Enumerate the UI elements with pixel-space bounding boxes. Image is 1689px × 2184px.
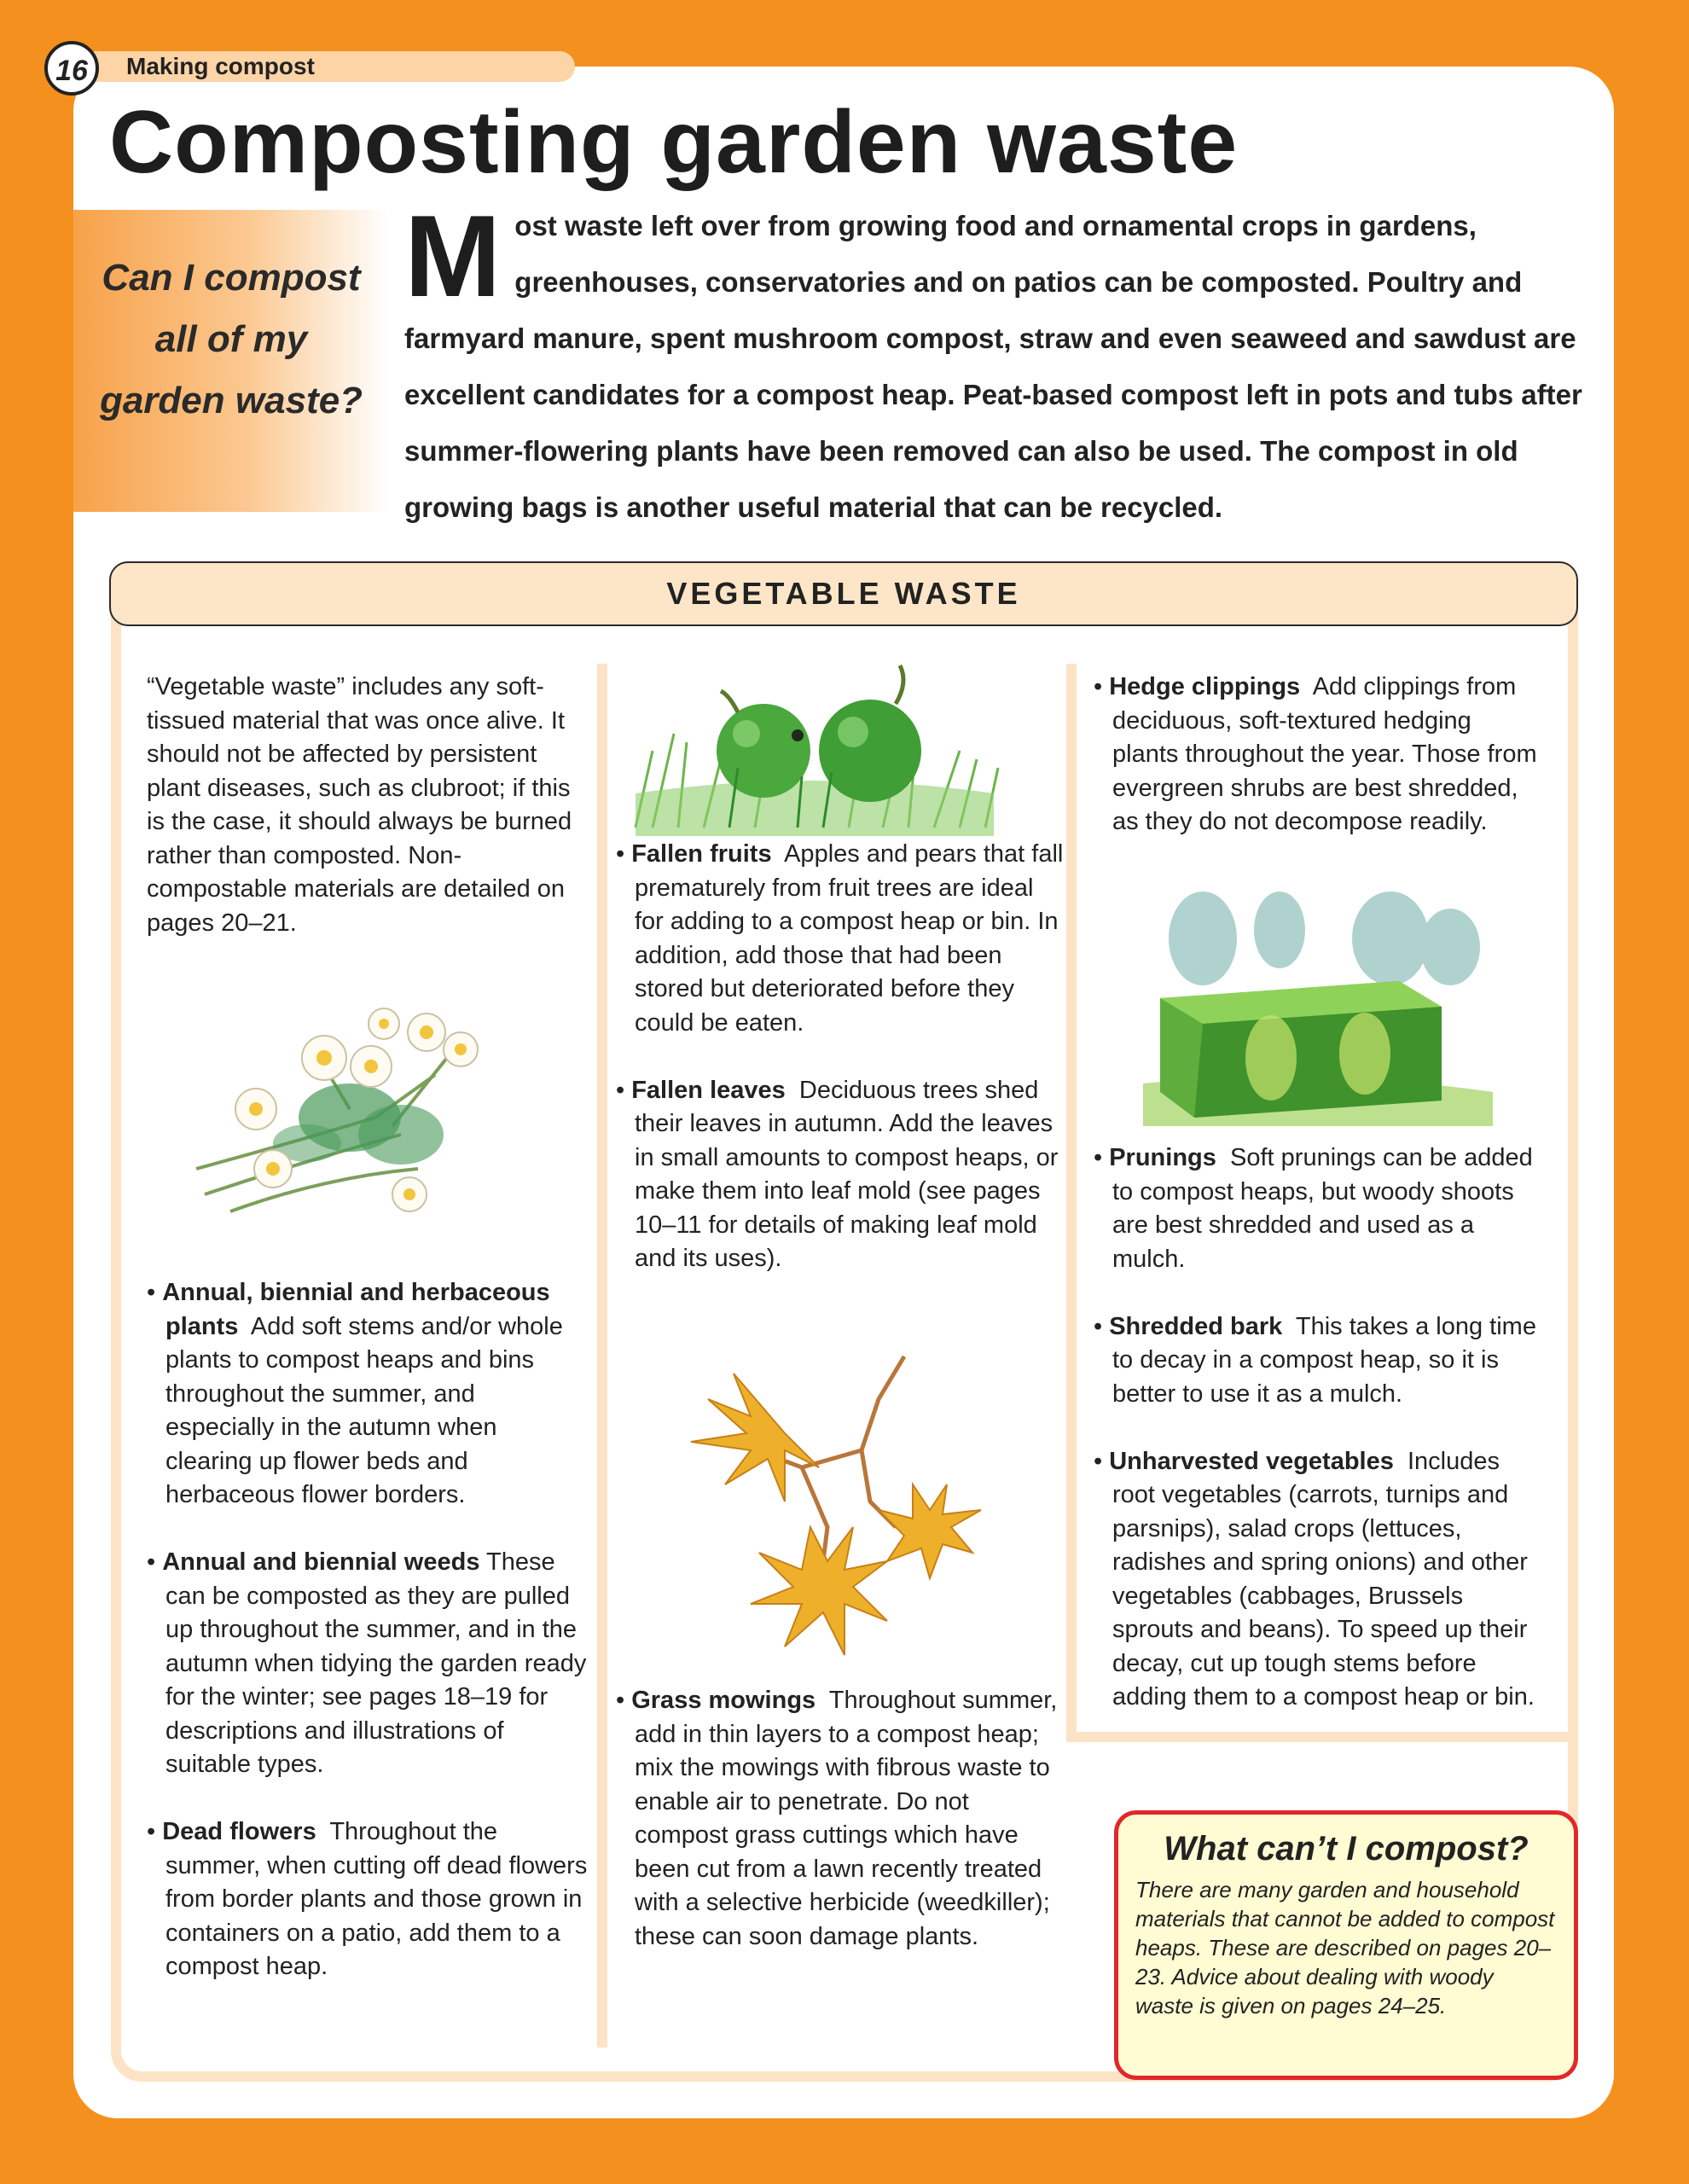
item-text: Deciduous trees shed their leaves in autumn. Add the leaves in small amounts to compost heaps, or make them into leaf mold (see pages 10–11 for details of making leaf mold and its uses). [635,1076,1059,1272]
item-text: Add soft stems and/or whole plants to compost heaps and bins throughout the summer, and especially in the autumn when clearing up flower beds and herbaceous flower borders. [165,1312,563,1508]
list-item: • Dead flowers Throughout the summer, when cutting off dead flowers from border plants and those grown in containers on a patio, add them to a compost heap. [147,1818,588,1980]
item-term: Dead flowers [162,1818,316,1845]
question-panel [73,210,389,512]
list-item: • Grass mowings Throughout summer, add in thin layers to a compost heap; mix the mowings with fibrous waste to enable air to penetrate. Do not compost grass cuttings which have been cut from a lawn recently treated with a selective herbicide (weedkiller); these can soon damage plants. [616,1687,1058,1950]
flowers-illustration [179,973,537,1254]
list-item: • Annual, biennial and herbaceous plants Add soft stems and/or whole plants to compost heaps and bins throughout the summer, and especially in the autumn when clearing up flower beds and herbaceous flower borders. [147,1279,563,1508]
column-1 [147,671,590,940]
list-item: • Fallen leaves Deciduous trees shed their leaves in autumn. Add the leaves in small amounts to compost heaps, or make them into leaf mold (see pages 10–11 for details of making leaf mold and its uses). [616,1076,1059,1272]
item-term: Fallen fruits [631,840,772,868]
item-text: Includes root vegetables (carrots, turnips and parsnips), salad crops (lettuces, radishes and spring onions) and other vegetables (cabbages, Brussels sprouts and beans). To speed up their decay, cut up tough stems before adding them to a compost heap or bin. [1112,1447,1535,1711]
fallen-leaves-illustration [657,1322,1024,1664]
list-item: • Hedge clippings Add clippings from deciduous, soft-textured hedging plants throughout the year. Those from evergreen shrubs are best shredded, as they do not decompose readily. [1094,673,1537,835]
item-text: Soft prunings can be added to compost heaps, but woody shoots are best shredded and used as a mulch. [1112,1144,1533,1273]
cant-compost-title: What can’t I compost? [1164,1830,1529,1867]
column-divider-2 [1066,664,1077,1740]
column-2-items-top [616,838,1064,1310]
list-item: • Annual and biennial weeds These can be composted as they are pulled up throughout the summer, and in the autumn when tidying the garden ready for the winter; see pages 18–19 for descriptions and illustrations of suitable types. [147,1548,587,1778]
column-3-items-top [1094,671,1537,873]
item-term: Fallen leaves [631,1076,786,1104]
list-item: • Fallen fruits Apples and pears that fall prematurely from fruit trees are ideal for adding to a compost heap or bin. In addition, add those that had been stored but deteriorated before they could be eaten. [616,840,1064,1037]
item-term: Hedge clippings [1109,673,1301,700]
item-term: Unharvested vegetables [1109,1447,1394,1475]
list-item: • Unharvested vegetables Includes root vegetables (carrots, turnips and parsnips), salad crops (lettuces, radishes and spring onions) and other vegetables (cabbages, Brussels sprouts and beans). To speed up their decay, cut up tough stems before adding them to a compost heap or bin. [1094,1447,1535,1711]
cant-compost-box [1114,1810,1578,2080]
item-term: Annual, biennial and herbaceous plants [162,1279,550,1340]
fallen-fruits-illustration [627,657,1002,836]
item-term: Annual and biennial weeds [162,1548,480,1576]
vegetable-waste-heading: VEGETABLE WASTE [109,561,1578,626]
section-tab: Making compost [82,51,575,82]
item-text: Add clippings from deciduous, soft-textured hedging plants throughout the year. Those from evergreen shrubs are best shredded, as they do not decompose readily. [1112,673,1537,835]
item-text: This takes a long time to decay in a compost heap, so it is better to use it as a mulch. [1112,1312,1536,1408]
column-divider-1 [597,664,607,2048]
question-text: Can I compost all of my garden waste? [99,257,363,421]
item-text: Apples and pears that fall prematurely from fruit trees are ideal for adding to a compost heap or bin. In addition, add those that had been stored but deteriorated before they could be eaten. [635,840,1064,1037]
hedge-illustration [1143,879,1501,1126]
list-item: • Shredded bark This takes a long time to decay in a compost heap, so it is better to use it as a mulch. [1094,1312,1536,1408]
column-3-items-bottom [1094,1141,1537,1748]
intro-paragraph [404,191,1599,536]
item-term: Grass mowings [631,1687,816,1714]
item-text: These can be composted as they are pulled up throughout the summer, and in the autumn when tidying the garden ready for the winter; see pages 18–19 for descriptions and illustrations of suitable types. [165,1548,587,1778]
column-2-items-bottom [616,1684,1064,1988]
intro-text: ost waste left over from growing food and ornamental crops in gardens, greenhouses, conservatories and on patios can be composted. Poultry and farmyard manure, spent mushroom compost, straw and even seaweed and sawdust are excellent candidates for a compost heap. Peat-based compost left in pots and tubs after summer-flowering plants have been removed can also be used. The compost in old growing bags is another useful material that can be recycled. [404,210,1582,523]
page-number: 16 [44,41,99,96]
vegetable-waste-intro: “Vegetable waste” includes any soft-tissued material that was once alive. It should not be affected by persistent plant diseases, such as clubroot; if this is the case, it should always be burned rather than composted. Non-compostable materials are detailed on pages 20–21. [147,673,572,937]
item-term: Prunings [1109,1144,1216,1171]
item-text: Throughout the summer, when cutting off dead flowers from border plants and those grown in containers on a patio, add them to a compost heap. [165,1818,588,1980]
column-1-items [147,1276,590,2018]
item-text: Throughout summer, add in thin layers to a compost heap; mix the mowings with fibrous waste to enable air to penetrate. Do not compost grass cuttings which have been cut from a lawn recently treated with a selective herbicide (weedkiller); these can soon damage plants. [635,1687,1058,1950]
item-term: Shredded bark [1109,1312,1283,1340]
cant-compost-text: There are many garden and household materials that cannot be added to compost heaps. These are described on pages 20–23. Advice about dealing with woody waste is given on pages 24–25. [1135,1877,1555,2018]
page-title: Composting garden waste [109,93,1239,192]
list-item: • Prunings Soft prunings can be added to compost heaps, but woody shoots are best shredded and used as a mulch. [1094,1144,1533,1273]
drop-cap: M [404,191,502,321]
